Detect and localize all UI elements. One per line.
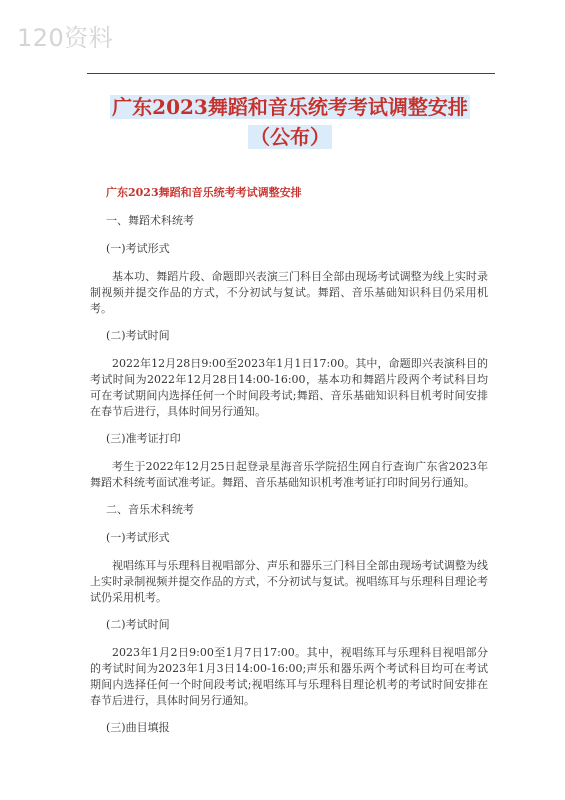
header-rule bbox=[87, 73, 495, 74]
dance-section-heading: 一、舞蹈术科统考 bbox=[106, 214, 194, 227]
music-time-heading: (二)考试时间 bbox=[106, 618, 170, 631]
title-line-2: （公布） bbox=[250, 125, 330, 149]
watermark-logo: 120资料 bbox=[17, 24, 114, 52]
dance-form-heading: (一)考试形式 bbox=[106, 242, 170, 255]
dance-time-heading: (二)考试时间 bbox=[106, 329, 170, 342]
dance-time-paragraph: 2022年12月28日9:00至2023年1月1日17:00。其中，命题即兴表演科目的考试时间为2022年12月28日14:00-16:00，基本功和舞蹈片段两个考试科目均可在考试期间内选择任何一个时间段考试;舞蹈、音乐基础知识科目机考时间安排在春节后进行，具体时间另行通知。 bbox=[90, 357, 488, 418]
section-subtitle: 广东2023舞蹈和音乐统考考试调整安排 bbox=[106, 186, 302, 199]
title-line-1: 广东2023舞蹈和音乐统考考试调整安排 bbox=[112, 95, 468, 119]
music-repertoire-heading: (三)曲目填报 bbox=[106, 721, 170, 734]
music-form-paragraph: 视唱练耳与乐理科目视唱部分、声乐和器乐三门科目全部由现场考试调整为线上实时录制视频并提交作品的方式，不分初试与复试。视唱练耳与乐理科目理论考试仍采用机考。 bbox=[90, 559, 488, 604]
music-section-heading: 二、音乐术科统考 bbox=[106, 503, 194, 516]
music-time-paragraph: 2023年1月2日9:00至1月7日17:00。其中，视唱练耳与乐理科目视唱部分的考试时间为2023年1月3日14:00-16:00;声乐和器乐两个考试科目均可在考试期间内选择任何一个时间段考试;视唱练耳与乐理科目理论机考的考试时间安排在春节后进行，具体时间另行通知。 bbox=[90, 646, 488, 707]
dance-ticket-heading: (三)准考证打印 bbox=[106, 432, 181, 445]
music-form-heading: (一)考试形式 bbox=[106, 531, 170, 544]
dance-form-paragraph: 基本功、舞蹈片段、命题即兴表演三门科目全部由现场考试调整为线上实时录制视频并提交作品的方式，不分初试与复试。舞蹈、音乐基础知识科目仍采用机考。 bbox=[90, 270, 488, 315]
dance-ticket-paragraph: 考生于2022年12月25日起登录星海音乐学院招生网自行查询广东省2023年舞蹈术科统考面试准考证。舞蹈、音乐基础知识机考准考证打印时间另行通知。 bbox=[90, 460, 488, 489]
document-body bbox=[90, 185, 488, 748]
document-title bbox=[80, 92, 500, 152]
